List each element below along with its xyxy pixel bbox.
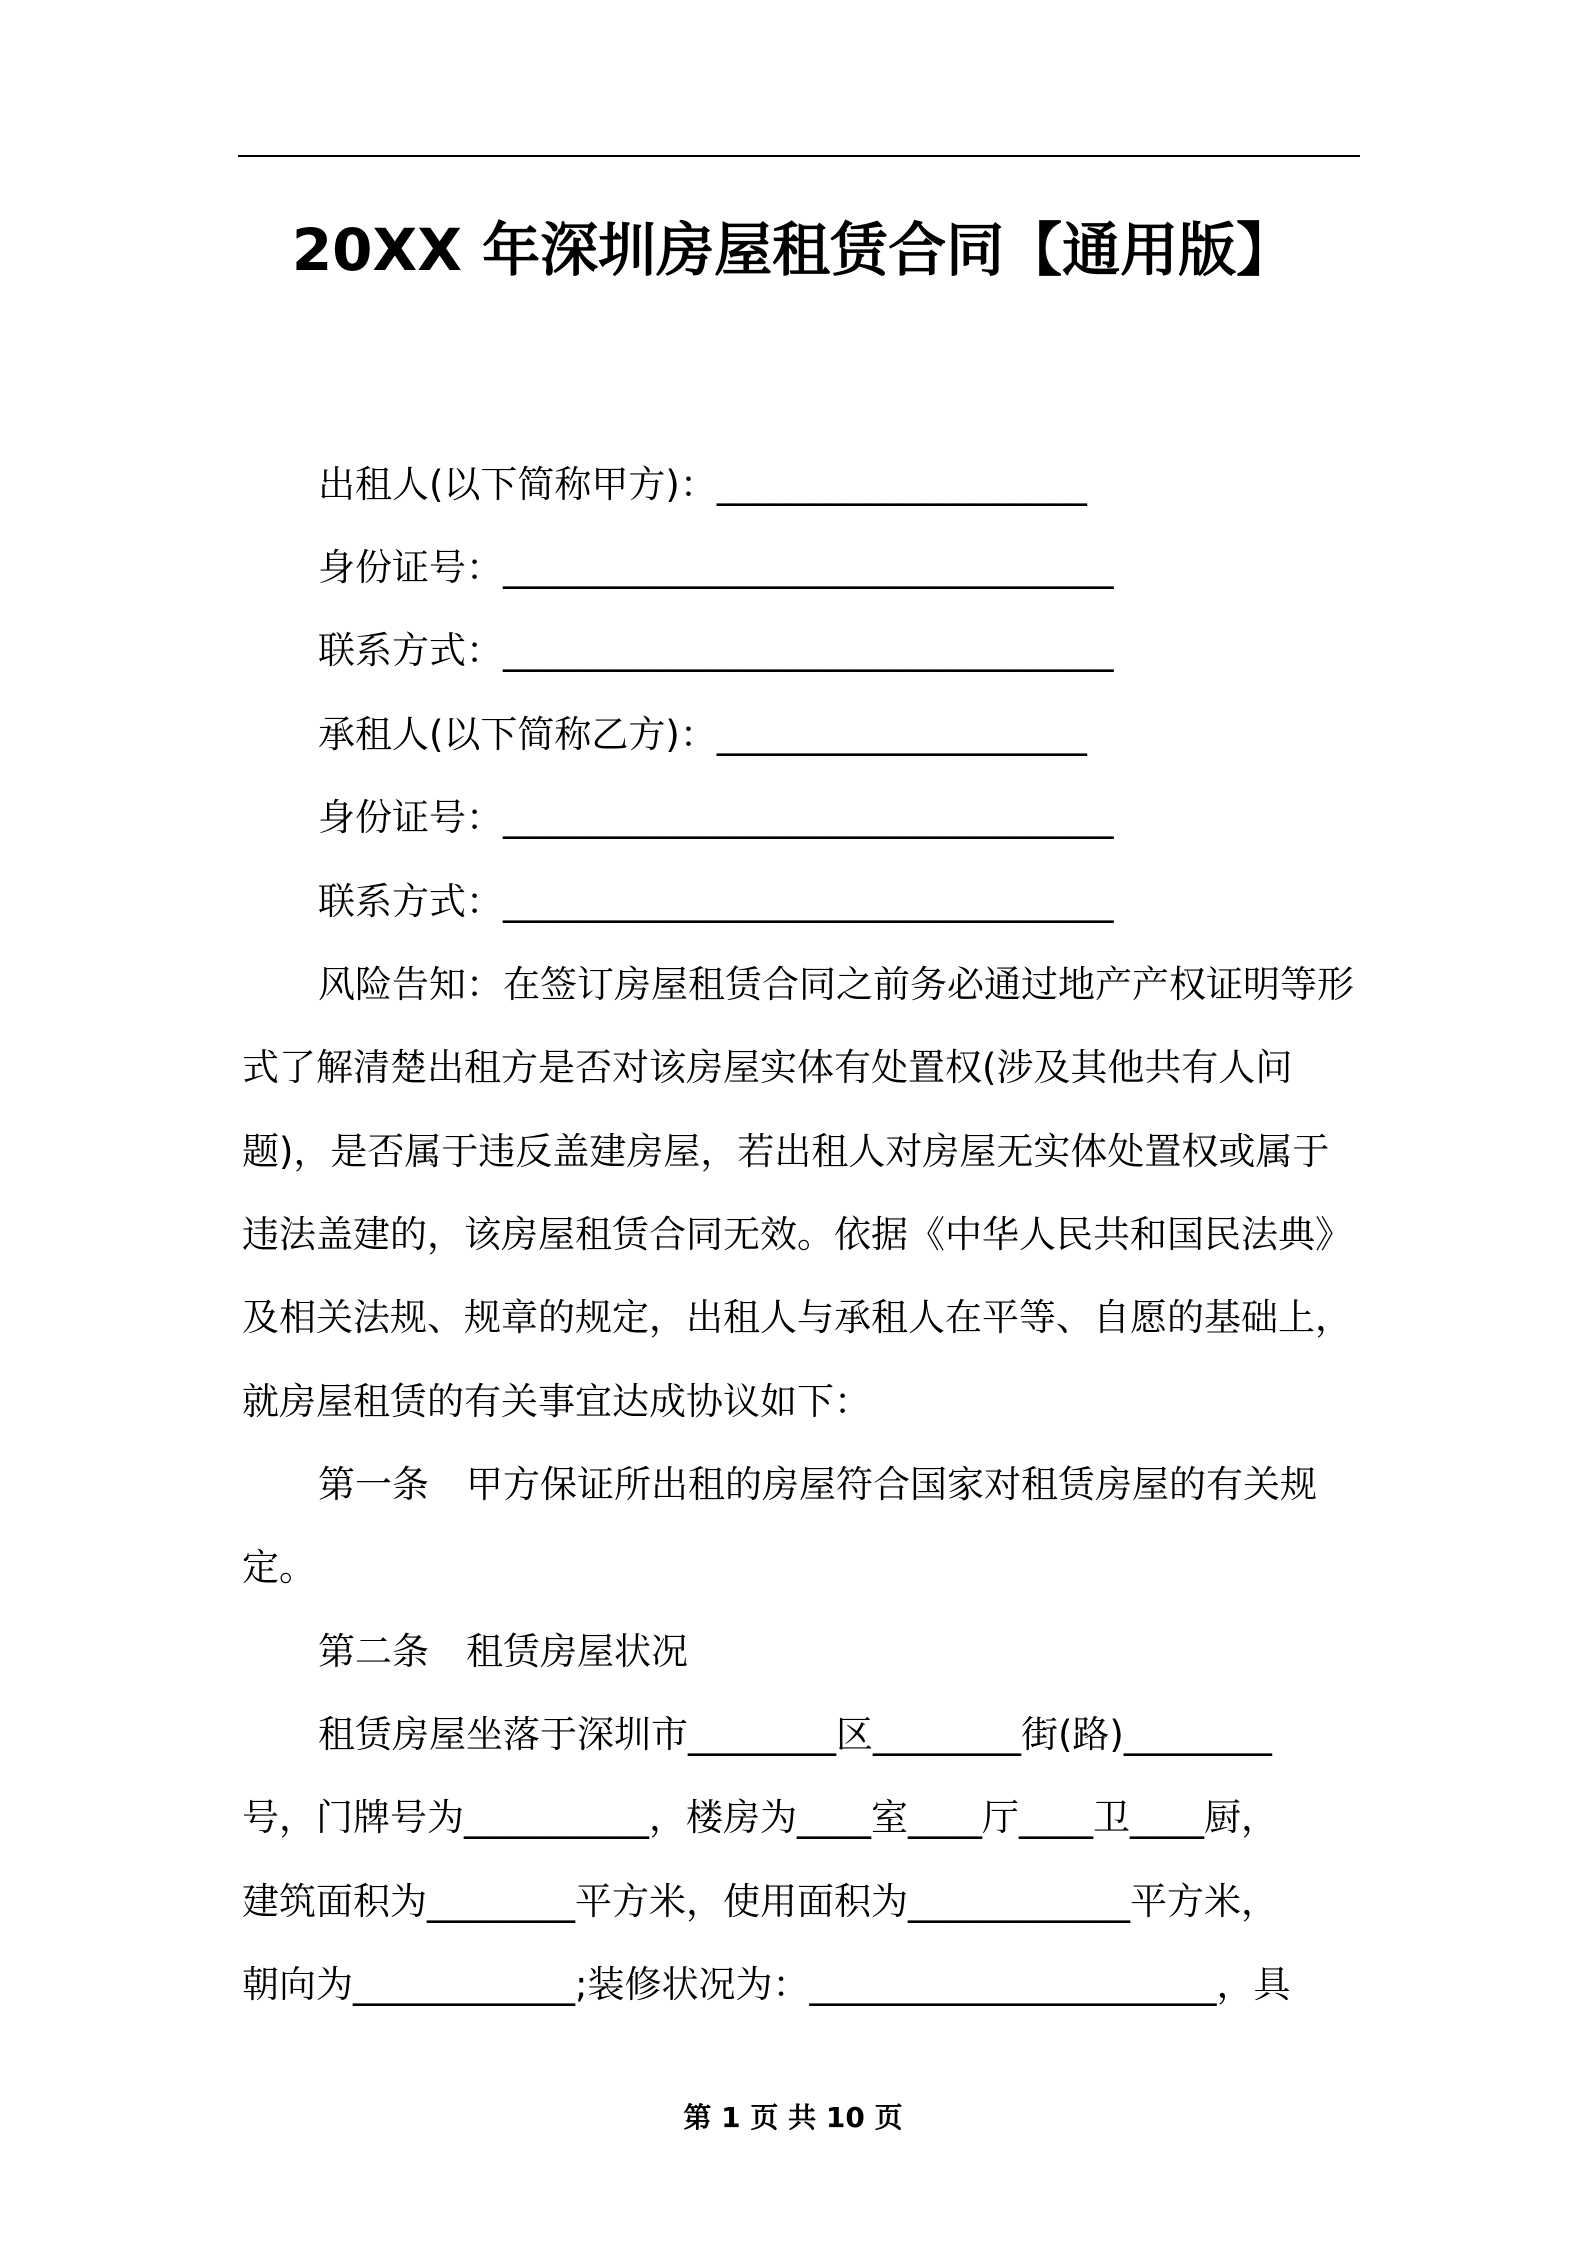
- risk-notice-line: 题)，是否属于违反盖建房屋，若出租人对房屋无实体处置权或属于: [242, 1130, 1330, 1173]
- article1-line: 第一条 甲方保证所出租的房屋符合国家对租赁房屋的有关规: [318, 1463, 1317, 1506]
- lessee-id-field: 身份证号：_________________________________: [318, 796, 1114, 839]
- article2-line: 租赁房屋坐落于深圳市________区________街(路)________: [318, 1713, 1272, 1756]
- lessee-field: 承租人(以下简称乙方)：____________________: [318, 713, 1087, 756]
- article2-heading: 第二条 租赁房屋状况: [318, 1630, 688, 1673]
- page-footer: 第 1 页 共 10 页: [683, 2101, 903, 2134]
- lessor-field: 出租人(以下简称甲方)：____________________: [318, 463, 1087, 506]
- article2-line: 建筑面积为________平方米，使用面积为____________平方米，: [242, 1880, 1278, 1923]
- lessor-id-field: 身份证号：_________________________________: [318, 546, 1114, 589]
- lessee-contact-field: 联系方式：_________________________________: [318, 880, 1114, 923]
- header-rule: [238, 155, 1360, 157]
- risk-notice-line: 违法盖建的，该房屋租赁合同无效。依据《中华人民共和国民法典》: [242, 1213, 1352, 1256]
- document-title: 20XX 年深圳房屋租赁合同【通用版】: [291, 216, 1295, 284]
- risk-notice-line: 及相关法规、规章的规定，出租人与承租人在平等、自愿的基础上，: [242, 1296, 1352, 1339]
- article2-line: 号，门牌号为__________，楼房为____室____厅____卫____厨，: [242, 1796, 1278, 1839]
- article1-line: 定。: [242, 1546, 316, 1589]
- article2-line: 朝向为____________;装修状况为：______________________，具: [242, 1963, 1291, 2006]
- risk-notice-line: 风险告知：在签订房屋租赁合同之前务必通过地产产权证明等形: [318, 963, 1354, 1006]
- lessor-contact-field: 联系方式：_________________________________: [318, 629, 1114, 672]
- risk-notice-line: 就房屋租赁的有关事宜达成协议如下：: [242, 1380, 871, 1423]
- risk-notice-line: 式了解清楚出租方是否对该房屋实体有处置权(涉及其他共有人问: [242, 1046, 1293, 1089]
